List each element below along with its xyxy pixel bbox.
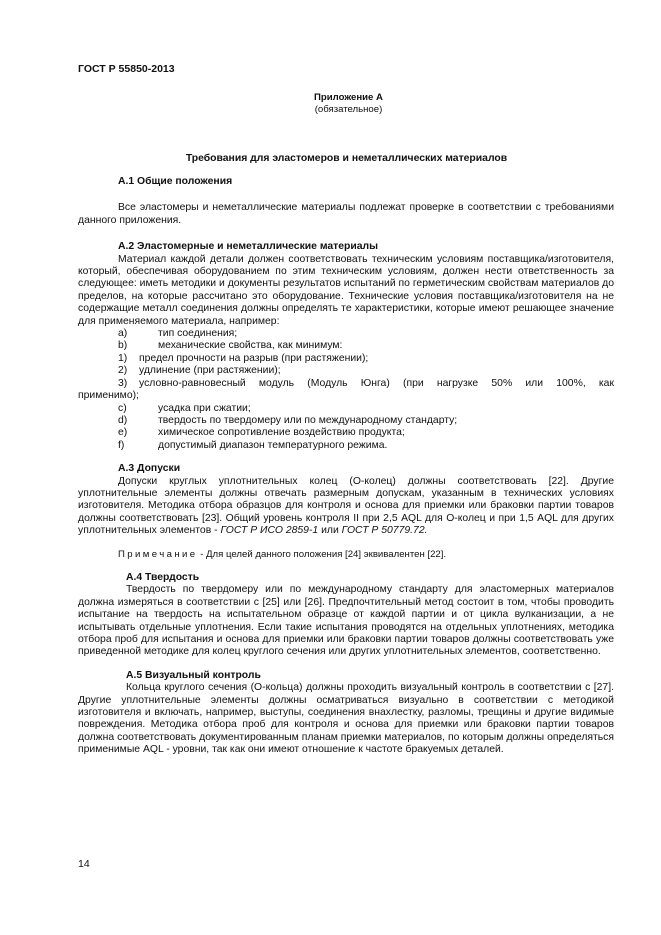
note-text: - Для целей данного положения [24] эквивалентен [22]. (197, 548, 447, 560)
list-text: усадка при сжатии; (158, 402, 251, 414)
standard-reference: ГОСТ Р ИСО 2859-1 (220, 525, 319, 537)
note (118, 549, 614, 561)
annex-subtitle: (обязательное) (314, 103, 383, 115)
list-item (78, 365, 614, 377)
list-item (78, 340, 614, 352)
list-marker: b) (118, 340, 128, 352)
list-text: тип соединения; (158, 328, 238, 340)
paragraph-a5: Кольца круглого сечения (О-кольца) должны проходить визуальный контроль в соответствии с [27]. Другие уплотнительные элементы должны осматриваться визуально в соответствии с методикой изготовителя и включать, например, выступы, соединения внахлестку, разломы, трещины и другие видимые повреждения. Методика отбора проб для контроля и основа для приемки или браковки партии товаров должна соответствовать документированным планам приемки материалов, по которым должны определяться применимые AQL - уровни, так как они имеют отношение к частоте бракуемых деталей. (78, 682, 614, 756)
paragraph-a1: Все эластомеры и неметаллические материалы подлежат проверке в соответствии с требованиями данного приложения. (78, 202, 614, 226)
page-number: 14 (78, 858, 90, 870)
list-item (78, 378, 614, 390)
section-heading-a1: А.1 Общие положения (118, 176, 233, 187)
list-item (78, 353, 614, 365)
list-item (78, 415, 614, 427)
section-heading-a3: А.3 Допуски (118, 463, 181, 475)
document-title: Требования для эластомеров и неметаллических материалов (185, 153, 508, 164)
list-marker: а) (118, 328, 128, 340)
paragraph-a2: Материал каждой детали должен соответствовать техническим условиям поставщика/изготовителя, который, обеспечивая оборудованием по этим техническим условиям, должен нести ответственность за следующее: иметь методики и документы результатов испытаний по герметическим свойствам материалов до пределов, на которые рассчитано это оборудование. Технические условия поставщика/изготовителя на не содержащие металл соединения должны определять те характеристики, которые имеют решающее значение для применяемого материала, например: (78, 253, 614, 327)
annex-heading (0, 92, 661, 115)
list-text: механические свойства, как минимум: (158, 340, 343, 352)
list-marker: f) (118, 439, 125, 451)
paragraph-a4: Твердость по твердомеру или по международному стандарту для эластомерных материалов должна измеряться в соответствии с [25] или [26]. Предпочтительный метод состоит в том, чтобы проводить испытание на твердость на испытательном образце от каждой партии и от цикла вулканизации, а не испытывать отдельные уплотнения. Если такие испытания проводятся на отдельных уплотнениях, методика отбора проб для испытания и основа для приемки или браковки партии товаров должны соответствовать уже приведенной методике для колец круглого сечения или других уплотнительных элементов, соответственно. (78, 584, 614, 658)
list-item (78, 427, 614, 439)
section-heading-a2: А.2 Эластомерные и неметаллические материалы (118, 241, 379, 253)
list-text: предел прочности на разрыв (при растяжении); (139, 352, 369, 364)
list-marker: d) (118, 414, 128, 426)
paragraph-text: Допуски круглых уплотнительных колец (О-колец) должны соответствовать [22]. Другие уплотнительные элементы должны отвечать размерным допускам, указанным в технических условиях изготовителя. Методика отбора образцов для контроля и основа для приемки или браковки партии товаров должны соответствовать [23]. Общий уровень контроля II при 2,5 AQL для О-колец и при 1,5 AQL для других уплотнительных элементов - (78, 475, 614, 537)
standard-header: ГОСТ Р 55850-2013 (78, 63, 175, 75)
list-text-continuation: применимо); (78, 390, 139, 402)
list-marker: c) (118, 402, 127, 414)
annex-title: Приложение А (314, 92, 383, 103)
note-label: Примечание (118, 548, 198, 560)
section-heading-a5: А.5 Визуальный контроль (126, 669, 261, 681)
list-item (78, 440, 614, 452)
list-text: твердость по твердомеру или по международному стандарту; (158, 414, 458, 426)
paragraph-text: или (318, 525, 342, 537)
list-marker: e) (118, 427, 128, 439)
list-marker: 3) (118, 377, 128, 389)
list-item (78, 328, 614, 340)
document-body (78, 176, 614, 757)
list-text: условно-равновесный модуль (Модуль Юнга) (при нагрузке 50% или 100%, как (139, 377, 614, 389)
list-marker: 2) (118, 365, 128, 377)
section-heading-a4: А.4 Твердость (126, 571, 200, 583)
standard-reference: ГОСТ Р 50779.72. (341, 525, 428, 537)
paragraph-a3 (78, 476, 614, 538)
list-text: химическое сопротивление воздействию продукта; (158, 427, 405, 439)
list-text: допустимый диапазон температурного режима. (158, 439, 388, 451)
list-marker: 1) (118, 352, 128, 364)
list-item (78, 403, 614, 415)
list-text: удлинение (при растяжении); (139, 365, 281, 377)
